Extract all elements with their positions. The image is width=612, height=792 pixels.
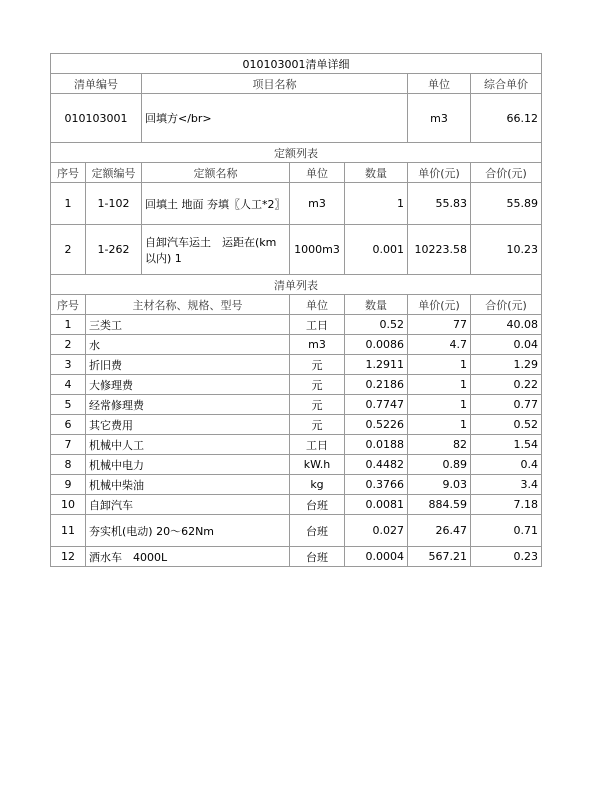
material-unit: m3 [290,335,345,355]
material-section-title: 清单列表 [51,275,542,295]
header-unit-price: 综合单价 [471,74,542,94]
material-name: 机械中电力 [86,455,290,475]
material-qty: 0.0081 [345,495,408,515]
material-unit: 台班 [290,515,345,547]
material-price: 884.59 [408,495,471,515]
material-header-name: 主材名称、规格、型号 [86,295,290,315]
material-total: 0.4 [471,455,542,475]
quota-code: 1-262 [86,225,142,275]
material-unit: 元 [290,375,345,395]
material-row [51,455,542,475]
material-qty: 0.5226 [345,415,408,435]
material-price: 82 [408,435,471,455]
quota-section-title: 定额列表 [51,143,542,163]
quota-name: 回填土 地面 夯填〖人工*2〗 [142,183,290,225]
material-no: 4 [51,375,86,395]
material-qty: 0.0188 [345,435,408,455]
table-title: 010103001清单详细 [51,54,542,74]
header-unit: 单位 [408,74,471,94]
material-qty: 0.7747 [345,395,408,415]
quota-header-no: 序号 [51,163,86,183]
material-total: 0.23 [471,547,542,567]
quota-no: 2 [51,225,86,275]
quota-total: 55.89 [471,183,542,225]
quota-header-row [51,163,542,183]
material-price: 1 [408,395,471,415]
material-unit: 元 [290,395,345,415]
material-header-row [51,295,542,315]
bill-header-row [51,74,542,94]
material-name: 水 [86,335,290,355]
material-total: 1.54 [471,435,542,455]
quota-header-price: 单价(元) [408,163,471,183]
quota-row [51,225,542,275]
material-no: 3 [51,355,86,375]
material-unit: 工日 [290,435,345,455]
material-unit: 工日 [290,315,345,335]
quota-header-unit: 单位 [290,163,345,183]
material-row [51,335,542,355]
material-price: 567.21 [408,547,471,567]
material-row [51,415,542,435]
material-qty: 0.0086 [345,335,408,355]
material-unit: kg [290,475,345,495]
material-header-price: 单价(元) [408,295,471,315]
material-name: 夯实机(电动) 20～62Nm [86,515,290,547]
quota-unit: m3 [290,183,345,225]
material-name: 机械中柴油 [86,475,290,495]
material-price: 9.03 [408,475,471,495]
material-name: 自卸汽车 [86,495,290,515]
material-total: 0.77 [471,395,542,415]
quota-name: 自卸汽车运土 运距在(km以内) 1 [142,225,290,275]
material-header-qty: 数量 [345,295,408,315]
material-total: 1.29 [471,355,542,375]
material-name: 大修理费 [86,375,290,395]
material-total: 7.18 [471,495,542,515]
material-row [51,395,542,415]
material-qty: 0.2186 [345,375,408,395]
material-no: 8 [51,455,86,475]
material-section-row [51,275,542,295]
material-qty: 1.2911 [345,355,408,375]
bill-detail-table [50,53,542,567]
material-no: 5 [51,395,86,415]
material-row [51,475,542,495]
bill-price: 66.12 [471,94,542,143]
material-total: 40.08 [471,315,542,335]
quota-header-code: 定额编号 [86,163,142,183]
quota-price: 10223.58 [408,225,471,275]
material-no: 9 [51,475,86,495]
header-bill-code: 清单编号 [51,74,142,94]
quota-total: 10.23 [471,225,542,275]
material-no: 2 [51,335,86,355]
material-name: 其它费用 [86,415,290,435]
material-total: 0.52 [471,415,542,435]
bill-code: 010103001 [51,94,142,143]
material-row [51,495,542,515]
quota-code: 1-102 [86,183,142,225]
quota-header-name: 定额名称 [142,163,290,183]
material-name: 三类工 [86,315,290,335]
material-name: 洒水车 4000L [86,547,290,567]
material-row [51,547,542,567]
material-price: 1 [408,375,471,395]
material-total: 3.4 [471,475,542,495]
material-header-unit: 单位 [290,295,345,315]
material-price: 1 [408,415,471,435]
material-row [51,375,542,395]
material-name: 经常修理费 [86,395,290,415]
quota-qty: 0.001 [345,225,408,275]
material-price: 1 [408,355,471,375]
material-no: 6 [51,415,86,435]
material-qty: 0.027 [345,515,408,547]
quota-no: 1 [51,183,86,225]
material-unit: 元 [290,355,345,375]
quota-header-qty: 数量 [345,163,408,183]
title-row [51,54,542,74]
material-no: 12 [51,547,86,567]
material-total: 0.04 [471,335,542,355]
material-row [51,355,542,375]
material-total: 0.22 [471,375,542,395]
material-row [51,515,542,547]
material-header-total: 合价(元) [471,295,542,315]
material-qty: 0.3766 [345,475,408,495]
material-total: 0.71 [471,515,542,547]
material-no: 7 [51,435,86,455]
material-row [51,315,542,335]
quota-unit: 1000m3 [290,225,345,275]
material-header-no: 序号 [51,295,86,315]
material-unit: 台班 [290,495,345,515]
material-no: 1 [51,315,86,335]
quota-qty: 1 [345,183,408,225]
material-no: 10 [51,495,86,515]
quota-price: 55.83 [408,183,471,225]
material-name: 机械中人工 [86,435,290,455]
material-qty: 0.0004 [345,547,408,567]
bill-name: 回填方</br> [142,94,408,143]
material-price: 26.47 [408,515,471,547]
quota-section-row [51,143,542,163]
material-unit: 元 [290,415,345,435]
material-unit: kW.h [290,455,345,475]
material-price: 0.89 [408,455,471,475]
bill-unit: m3 [408,94,471,143]
header-item-name: 项目名称 [142,74,408,94]
quota-header-total: 合价(元) [471,163,542,183]
material-unit: 台班 [290,547,345,567]
material-row [51,435,542,455]
material-name: 折旧费 [86,355,290,375]
bill-row [51,94,542,143]
material-price: 77 [408,315,471,335]
material-price: 4.7 [408,335,471,355]
material-qty: 0.4482 [345,455,408,475]
material-no: 11 [51,515,86,547]
material-qty: 0.52 [345,315,408,335]
quota-row [51,183,542,225]
